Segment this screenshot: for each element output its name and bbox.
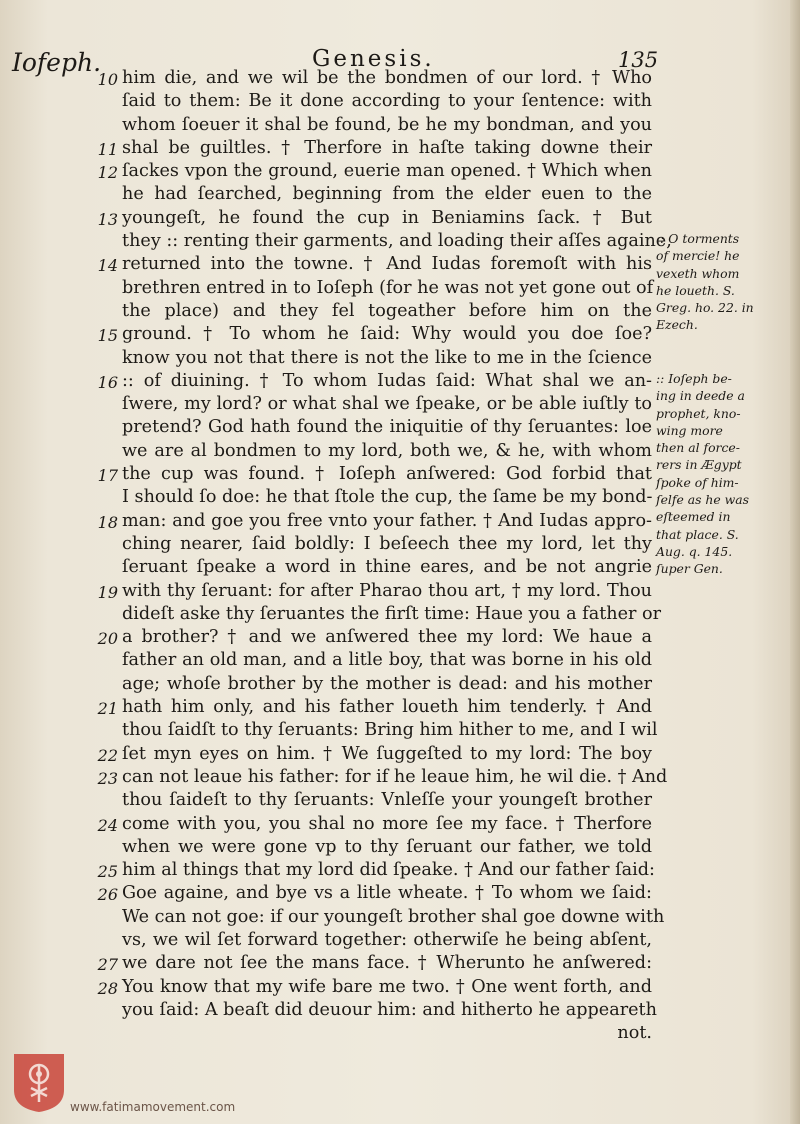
text-line [0, 556, 660, 579]
verse-number: 20 [97, 629, 118, 649]
line-text: he had ſearched, beginning from the elder euen to the [122, 184, 652, 205]
line-text: returned into the towne. † And Iudas foremoſt with his [122, 254, 652, 275]
text-line [0, 603, 660, 626]
text-line [0, 137, 660, 160]
running-head-left: Iofeph. [12, 48, 102, 77]
text-line [0, 813, 660, 836]
margin-note-line: then al force- [656, 440, 740, 456]
text-line [0, 696, 660, 719]
line-text: youngeſt, he found the cup in Beniamins ſack. † But [122, 207, 652, 228]
margin-note-line: of mercie! he [656, 248, 740, 264]
margin-note-line: ing in deede a [656, 388, 745, 404]
text-line [0, 766, 668, 789]
text-line [0, 906, 665, 929]
line-text: ſackes vpon the ground, euerie man opened. † Which when [122, 161, 652, 182]
line-text: when we were gone vp to thy ſeruant our father, we told [122, 836, 652, 857]
line-text: a brother? † and we anſwered thee my lord: We haue a [122, 627, 652, 648]
verse-number: 22 [97, 745, 118, 765]
text-line [0, 673, 660, 696]
text-line [0, 393, 660, 416]
margin-note-line: Aug. q. 145. [656, 543, 733, 559]
text-line [0, 90, 660, 113]
line-text: know you not that there is not the like to me in the ſcience [122, 347, 652, 368]
line-text: age; whoſe brother by the mother is dead: and his mother [122, 673, 652, 694]
line-text: we dare not ſee the mans face. † Wherunto he anſwered: [122, 953, 652, 974]
line-text: thou ſaideſt to thy ſeruants: Vnleſſe your youngeſt brother [122, 790, 652, 811]
text-line [0, 976, 660, 999]
margin-note-line: :: O torments [656, 231, 740, 246]
margin-note-line: prophet, kno- [656, 405, 741, 421]
page-number: 135 [618, 48, 659, 72]
text-line [0, 743, 660, 766]
verse-number: 16 [97, 372, 118, 392]
website-link[interactable]: www.fatimamovement.com [70, 1100, 236, 1114]
page-edge [790, 0, 800, 1124]
line-text: we are al bondmen to my lord, both we, & he, with whom [122, 440, 652, 461]
text-line [0, 300, 660, 323]
line-text: father an old man, and a litle boy, that was borne in his old [122, 650, 652, 671]
text-line [0, 882, 660, 905]
line-text: shal be guiltles. † Therfore in haſte taking downe their [122, 137, 652, 158]
verse-number: 27 [97, 955, 118, 975]
verse-number: 21 [97, 699, 118, 719]
text-line [0, 859, 660, 882]
text-line [0, 183, 660, 206]
text-line [0, 510, 660, 533]
text-line [0, 952, 660, 975]
text-line [0, 486, 660, 509]
verse-number: 26 [97, 885, 118, 905]
verse-number: 15 [97, 326, 118, 346]
text-line [0, 370, 660, 393]
line-text: You know that my wife bare me two. † One went forth, and [122, 976, 652, 997]
line-text: :: of diuining. † To whom Iudas ſaid: What shal we an- [122, 370, 652, 391]
text-line [0, 230, 672, 253]
main-text [0, 67, 672, 1045]
text-line [0, 649, 660, 672]
text-line [0, 929, 660, 952]
line-text: ſet myn eyes on him. † We ſuggeſted to my lord: The boy [122, 743, 652, 764]
text-line [0, 463, 660, 486]
line-text: dideſt aske thy ſeruantes the firſt time: Haue you a father or [122, 603, 662, 624]
verse-number: 12 [97, 163, 118, 183]
line-text: can not leaue his father: for if he leaue him, he wil die. † And [122, 766, 668, 787]
verse-number: 13 [97, 209, 118, 229]
margin-note-line: :: Ioſeph be- [656, 371, 732, 386]
verse-number: 10 [97, 70, 118, 89]
margin-note-line: ſelfe as he was [656, 492, 750, 508]
text-line [0, 789, 660, 812]
text-line [0, 253, 660, 276]
margin-note-2 [656, 370, 788, 578]
margin-note-line: Ezech. [656, 317, 698, 333]
line-text: brethren entred in to Ioſeph (for he was not yet gone out of [122, 277, 654, 298]
line-text: Goe againe, and bye vs a litle wheate. † To whom we ſaid: [122, 883, 652, 904]
text-line [0, 416, 660, 439]
text-line [0, 440, 660, 463]
line-text: hath him only, and his father loueth him tenderly. † And [122, 697, 652, 718]
text-line [0, 114, 660, 137]
line-text: pretend? God hath found the iniquitie of thy ſeruantes: loe [122, 417, 652, 438]
margin-note-line: wing more [656, 422, 723, 438]
line-text: ſeruant ſpeake a word in thine eares, and be not angrie [122, 557, 652, 578]
line-text: come with you, you shal no more ſee my face. † Therfore [122, 813, 652, 834]
line-text: the place) and they fel togeather before him on the [122, 300, 652, 321]
line-text: him al things that my lord did ſpeake. † And our father ſaid: [122, 860, 655, 881]
fatima-movement-logo-icon [12, 1052, 66, 1114]
verse-number: 25 [97, 862, 118, 882]
line-text: ground. † To whom he ſaid: Why would you doe ſoe? [122, 324, 652, 345]
text-line [0, 207, 660, 230]
margin-note-line: ſuper Gen. [656, 561, 723, 577]
verse-number: 17 [97, 466, 118, 486]
line-text: I should ſo doe: he that ſtole the cup, the ſame be my bond- [122, 487, 653, 508]
margin-note-line: eſteemed in [656, 509, 731, 525]
margin-note-line: that place. S. [656, 526, 739, 542]
text-line [0, 1022, 660, 1045]
line-text: thou ſaidſt to thy ſeruants: Bring him hither to me, and I wil [122, 720, 658, 741]
text-line [0, 347, 660, 370]
margin-note-line: he loueth. S. [656, 282, 735, 298]
text-line [0, 580, 660, 603]
line-text: whom ſoeuer it shal be found, be he my bondman, and you [122, 114, 652, 135]
margin-note-line: rers in Ægypt [656, 457, 742, 473]
text-line [0, 999, 660, 1022]
verse-number: 28 [97, 978, 118, 998]
verse-number: 14 [97, 256, 118, 276]
text-line [0, 160, 660, 183]
text-line [0, 533, 660, 556]
verse-number: 18 [97, 512, 118, 532]
line-text: man: and goe you free vnto your father. † And Iudas appro- [122, 510, 652, 531]
line-text: they :: renting their garments, and loading their aſſes againe, [122, 231, 672, 252]
line-text: the cup was found. † Ioſeph anſwered: God forbid that [122, 464, 652, 485]
line-text: We can not goe: if our youngeſt brother shal goe downe with [122, 906, 665, 927]
margin-note-line: Greg. ho. 22. in [656, 300, 754, 316]
text-line [0, 719, 660, 742]
margin-note-1 [656, 230, 788, 334]
line-text: vs, we wil ſet forward together: otherwiſe he being abſent, [122, 929, 652, 950]
margin-note-line: vexeth whom [656, 265, 740, 281]
line-text: ſaid to them: Be it done according to your ſentence: with [122, 91, 652, 112]
margin-note-line: ſpoke of him- [656, 474, 739, 490]
text-line [0, 323, 660, 346]
line-text: him die, and we wil be the bondmen of our lord. † Who [122, 68, 652, 88]
line-text: with thy ſeruant: for after Pharao thou art, † my lord. Thou [122, 580, 652, 601]
line-text: ching nearer, ſaid boldly: I beſeech thee my lord, let thy [122, 533, 652, 554]
line-text: not. [617, 1023, 652, 1044]
line-text: ſwere, my lord? or what shal we ſpeake, or be able iuſtly to [122, 394, 652, 415]
text-line [0, 626, 660, 649]
text-line [0, 67, 660, 90]
verse-number: 24 [97, 815, 118, 835]
text-line [0, 836, 660, 859]
text-line [0, 277, 660, 300]
running-head-title: Genesis. [312, 46, 435, 72]
verse-number: 23 [97, 768, 118, 788]
line-text: you ſaid: A beaſt did deuour him: and hitherto he appeareth [122, 999, 657, 1020]
verse-number: 19 [97, 582, 118, 602]
verse-number: 11 [97, 139, 118, 159]
